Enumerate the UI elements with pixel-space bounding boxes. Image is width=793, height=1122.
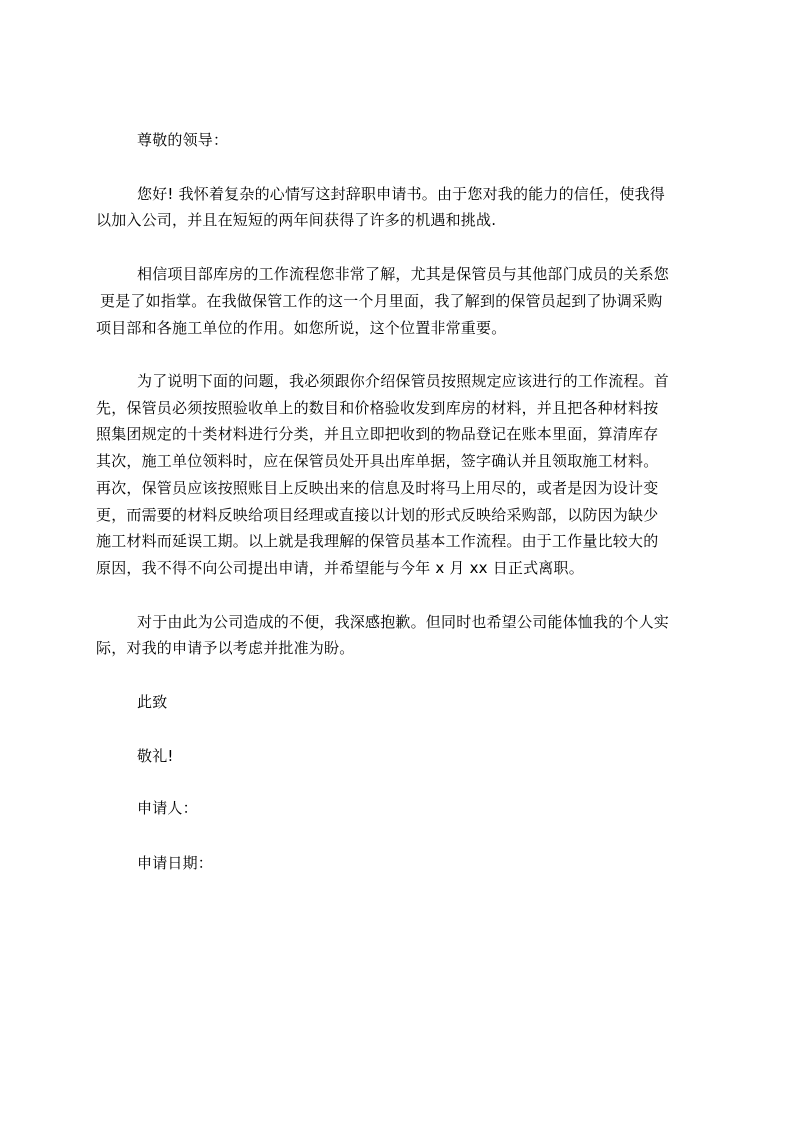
salutation: 尊敬的领导： [137,131,229,149]
paragraph-line: 再次，保管员应该按照账目上反映出来的信息及时将马上用尽的，或者是因为设计变 [96,479,659,497]
paragraph-line: 施工材料而延误工期。以上就是我理解的保管员基本工作流程。由于工作量比较大的 [96,532,659,550]
paragraph-line: 先，保管员必须按照验收单上的数目和价格验收发到库房的材料，并且把各种材料按 [96,399,659,417]
paragraph-line: 以加入公司，并且在短短的两年间获得了许多的机遇和挑战. [96,211,497,229]
regards: 敬礼! [137,747,174,765]
paragraph-line: 更，而需要的材料反映给项目经理或直接以计划的形式反映给采购部，以防因为缺少 [96,506,659,524]
date-label: 申请日期： [137,854,214,872]
paragraph-line: 更是了如指掌。在我做保管工作的这一个月里面，我了解到的保管员起到了协调采购 [100,292,663,310]
applicant-label: 申请人： [137,799,198,817]
paragraph-line: 项目部和各施工单位的作用。如您所说，这个位置非常重要。 [96,319,507,337]
paragraph-line: 相信项目部库房的工作流程您非常了解，尤其是保管员与其他部门成员的关系您 [137,265,670,283]
closing: 此致 [137,693,168,711]
paragraph-line: 照集团规定的十类材料进行分类，并且立即把收到的物品登记在账本里面，算清库存 [96,425,659,443]
paragraph-line: 其次，施工单位领料时，应在保管员处开具出库单据，签字确认并且领取施工材料。 [96,452,659,470]
paragraph-line: 原因，我不得不向公司提出申请，并希望能与今年 x 月 xx 日正式离职。 [96,559,584,577]
paragraph-line: 为了说明下面的问题，我必须跟你介绍保管员按照规定应该进行的工作流程。首 [137,372,670,390]
paragraph-line: 对于由此为公司造成的不便，我深感抱歉。但同时也希望公司能体恤我的个人实 [137,613,670,631]
paragraph-line: 际，对我的申请予以考虑并批准为盼。 [96,639,355,657]
paragraph-line: 您好! 我怀着复杂的心情写这封辞职申请书。由于您对我的能力的信任，使我得 [137,185,665,203]
